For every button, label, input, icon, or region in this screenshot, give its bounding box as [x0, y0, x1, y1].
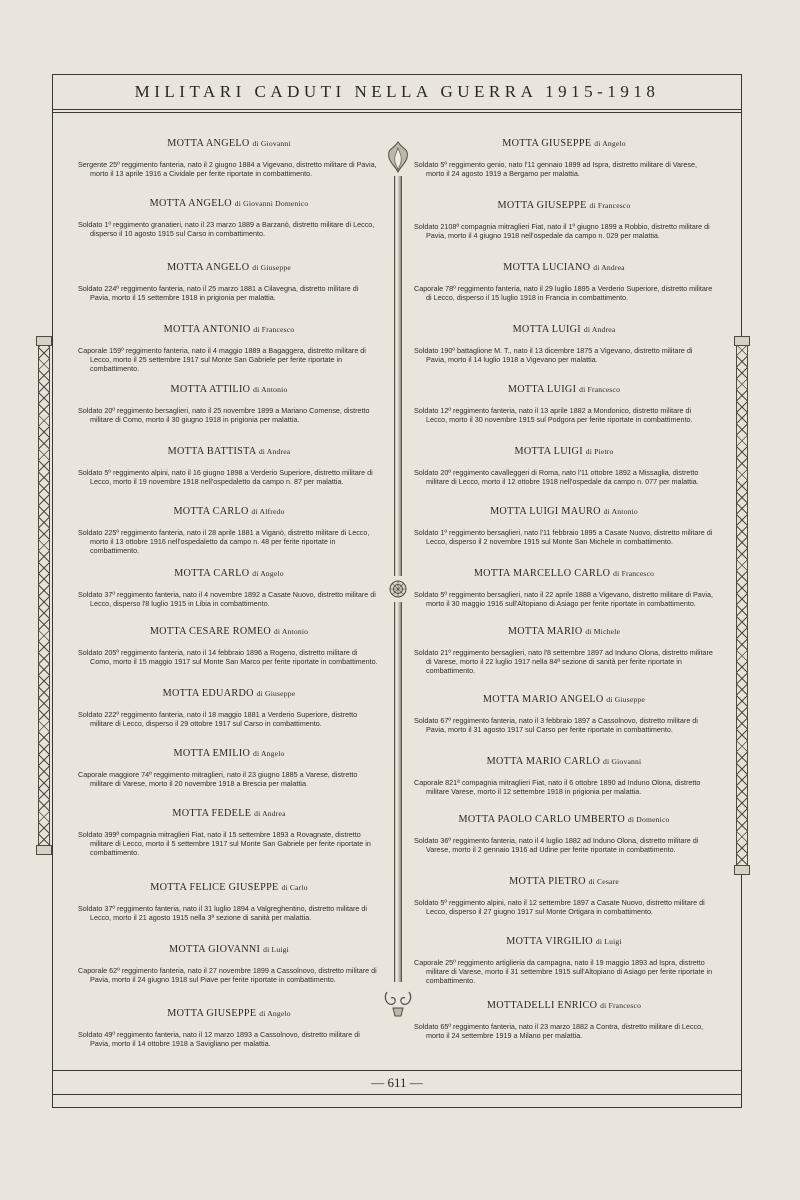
- entry-father: di Antonio: [273, 627, 309, 636]
- entry-text: Soldato 190º battaglione M. T., nato il 13 dicembre 1875 a Vigevano, distretto militare di Pavia, morto il 14 luglio 1918 a Vigevano per malattia.: [414, 346, 693, 365]
- entry-text: Soldato 5º reggimento genio, nato l'11 gennaio 1899 ad Ispra, distretto militare di Varese, morto il 24 agosto 1919 a Bergamo per malattia.: [414, 160, 698, 179]
- entry-name: MOTTA GIUSEPPE: [167, 1008, 257, 1019]
- entry-text: Soldato 12º reggimento fanteria, nato il 13 aprile 1882 a Mondonico, distretto militare di Lecco, morto il 30 novembre 1915 sul Podgora per ferite riportate in combattimento.: [414, 406, 693, 425]
- entry-name: MOTTA EDUARDO: [162, 688, 254, 699]
- entry-text: Caporale 821ª compagnia mitraglieri Fiat, nato il 6 ottobre 1890 ad Induno Olona, distretto militare Varese, morto il 12 settembre 1918 in prigionia per malattia.: [414, 778, 701, 797]
- entry-text: Soldato 37º reggimento fanteria, nato il 4 novembre 1892 a Casate Nuovo, distretto militare di Lecco, disperso l'8 luglio 1915 in Libia in combattimento.: [78, 590, 376, 609]
- entry-name: MOTTA GIUSEPPE: [497, 200, 587, 211]
- entry-right-5: [414, 384, 714, 424]
- entry-text: Soldato 205º reggimento fanteria, nato il 14 febbraio 1896 a Rogeno, distretto militare di Como, morto il 15 maggio 1917 sul Monte San Marco per ferite riportate in combattimento.: [78, 648, 378, 667]
- entry-father: di Antonio: [253, 385, 288, 394]
- entry-right-4: [414, 324, 714, 364]
- entry-father: di Andrea: [258, 447, 291, 456]
- page-title: MILITARI CADUTI NELLA GUERRA 1915-1918: [134, 81, 660, 101]
- entry-name: MOTTA ANGELO: [167, 262, 250, 273]
- entry-father: di Andrea: [583, 325, 616, 334]
- entry-left-2: [78, 198, 380, 238]
- entry-left-11: [78, 748, 380, 788]
- entry-right-14: [414, 936, 714, 986]
- header-rule: [52, 112, 742, 113]
- entry-text: Soldato 1º reggimento bersaglieri, nato l'11 febbraio 1895 a Casate Nuovo, distretto militare di Lecco, disperso il 2 novembre 1915 sul Monte San Michele in combattimento.: [414, 528, 713, 547]
- left-rod-cap-bottom: [36, 845, 52, 855]
- entry-father: di Luigi: [595, 937, 622, 946]
- entry-text: Soldato 49º reggimento fanteria, nato il 12 marzo 1893 a Cassolnovo, distretto militare di Pavia, morto il 14 ottobre 1918 a Savigliano per malattia.: [78, 1030, 360, 1049]
- entry-father: di Luigi: [263, 945, 289, 954]
- entry-father: di Angelo: [259, 1009, 291, 1018]
- entry-right-7: [414, 506, 714, 546]
- entry-left-14: [78, 944, 380, 984]
- scroll-base-icon: [381, 986, 415, 1020]
- entry-text: Soldato 222º reggimento fanteria, nato il 18 maggio 1881 a Verderio Superiore, distretto militare di Lecco, disperso il 29 ottobre 1917 sul Carso in combattimento.: [78, 710, 358, 729]
- entry-name: MOTTA FEDELE: [172, 808, 252, 819]
- entry-left-4: [78, 324, 380, 374]
- entry-text: Soldato 65º reggimento fanteria, nato il 23 marzo 1882 a Contra, distretto militare di Lecco, morto il 24 settembre 1919 a Milano per malattia.: [414, 1022, 704, 1041]
- medallion-icon: [389, 580, 407, 598]
- entry-text: Soldato 20º reggimento cavalleggeri di Roma, nato l'11 ottobre 1892 a Missaglia, distretto militare di Lecco, morto il 12 ottobre 1918 nell'ospedale da campo n. 077 per malattia.: [414, 468, 699, 487]
- left-rod-cap-top: [36, 336, 52, 346]
- entry-left-1: [78, 138, 380, 178]
- page-header: [52, 74, 742, 110]
- entry-text: Soldato 5º reggimento alpini, nato il 12 settembre 1897 a Casate Nuovo, distretto militare di Lecco, disperso il 27 giugno 1917 sul Monte Ortigara in combattimento.: [414, 898, 705, 917]
- entry-right-10: [414, 694, 714, 734]
- entry-father: di Francesco: [253, 325, 295, 334]
- entry-name: MOTTA MARCELLO CARLO: [473, 568, 611, 579]
- entry-text: Sergente 25º reggimento fanteria, nato il 2 giugno 1884 a Vigevano, distretto militare di Pavia, morto il 13 aprile 1916 a Cividale per ferite riportate in combattimento.: [78, 160, 377, 179]
- entry-right-1: [414, 138, 714, 178]
- entry-father: di Angelo: [252, 569, 284, 578]
- entry-name: MOTTA LUIGI: [514, 446, 583, 457]
- right-rod-cap-top: [734, 336, 750, 346]
- entry-father: di Alfredo: [251, 507, 285, 516]
- entry-right-8: [414, 568, 714, 608]
- entry-text: Soldato 37º reggimento fanteria, nato il 31 luglio 1894 a Valgreghentino, distretto militare di Lecco, morto il 21 agosto 1915 nella 3ª sezione di sanità per malattia.: [78, 904, 367, 923]
- entry-father: di Francesco: [589, 201, 631, 210]
- entry-name: MOTTA PIETRO: [509, 876, 586, 887]
- ornament-pole-lower: [394, 602, 402, 982]
- entry-text: Soldato 36º reggimento fanteria, nato il 4 luglio 1882 ad Induno Olona, distretto militare di Varese, morto il 2 gennaio 1916 ad Udine per ferite riportate in combattimento.: [414, 836, 699, 855]
- entry-left-3: [78, 262, 380, 302]
- entry-right-15: [414, 1000, 714, 1040]
- entry-text: Soldato 2108ª compagnia mitraglieri Fiat, nato il 1º giugno 1899 a Robbio, distretto militare di Pavia, morto il 4 giugno 1918 nell'ospedale da campo n. 029 per malattia.: [414, 222, 710, 241]
- entry-left-7: [78, 506, 380, 556]
- entry-father: di Giovanni: [603, 757, 642, 766]
- entry-text: Caporale 78º reggimento fanteria, nato il 29 luglio 1895 a Verderio Superiore, distretto militare di Lecco, disperso il 15 luglio 1918 in Francia in combattimento.: [414, 284, 713, 303]
- entry-name: MOTTA MARIO ANGELO: [482, 694, 604, 705]
- entry-name: MOTTA PAOLO CARLO UMBERTO: [458, 814, 626, 825]
- entry-left-12: [78, 808, 380, 858]
- entry-left-6: [78, 446, 380, 486]
- entry-left-5: [78, 384, 380, 424]
- entry-right-12: [414, 814, 714, 854]
- right-ornamental-rod: [736, 345, 748, 865]
- entry-text: Soldato 399ª compagnia mitraglieri Fiat, nato il 15 settembre 1893 a Rovagnate, distretto militare di Lecco, morto il 5 settembre 1917 sul Monte San Gabriele per ferite riportate in combattimento.: [78, 830, 371, 858]
- footer-rule: [52, 1070, 742, 1071]
- ornament-pole-upper: [394, 176, 402, 576]
- entry-father: di Francesco: [613, 569, 655, 578]
- flame-finial-icon: [381, 140, 415, 174]
- entry-name: MOTTA ANTONIO: [163, 324, 251, 335]
- entry-name: MOTTA LUIGI: [507, 384, 577, 395]
- entry-name: MOTTA GIOVANNI: [169, 944, 261, 955]
- entry-name: MOTTA ANGELO: [149, 198, 232, 209]
- entry-right-13: [414, 876, 714, 916]
- entry-text: Soldato 5º reggimento bersaglieri, nato il 22 aprile 1888 a Vigevano, distretto militare di Pavia, morto il 30 maggio 1916 sull'Altopiano di Asiago per ferite riportate in combattimento.: [414, 590, 713, 609]
- entry-name: MOTTA BATTISTA: [167, 446, 256, 457]
- entry-father: di Antonio: [603, 507, 638, 516]
- entry-father: di Michele: [585, 627, 621, 636]
- entry-name: MOTTA FELICE GIUSEPPE: [150, 882, 279, 893]
- entry-father: di Francesco: [579, 385, 621, 394]
- entry-right-11: [414, 756, 714, 796]
- entry-name: MOTTA MARIO: [507, 626, 583, 637]
- entry-father: di Giovanni: [252, 139, 291, 148]
- entry-name: MOTTA EMILIO: [173, 748, 251, 759]
- entry-text: Soldato 5º reggimento alpini, nato il 16 giugno 1898 a Verderio Superiore, distretto militare di Lecco, morto il 19 novembre 1918 nell'ospedaletto da campo n. 87 per malattia.: [78, 468, 373, 487]
- entry-text: Soldato 67º reggimento fanteria, nato il 3 febbraio 1897 a Cassolnovo, distretto militare di Pavia, morto il 31 agosto 1917 sul Carso per ferite riportate in combattimento.: [414, 716, 698, 735]
- entry-name: MOTTA GIUSEPPE: [502, 138, 592, 149]
- entry-name: MOTTA MARIO CARLO: [486, 756, 601, 767]
- entry-name: MOTTA VIRGILIO: [506, 936, 593, 947]
- entry-name: MOTTA LUIGI MAURO: [490, 506, 601, 517]
- entry-left-8: [78, 568, 380, 608]
- entry-right-6: [414, 446, 714, 486]
- entry-father: di Angelo: [252, 749, 285, 758]
- entry-father: di Andrea: [593, 263, 625, 272]
- entry-left-15: [78, 1008, 380, 1048]
- entry-name: MOTTA CARLO: [174, 568, 250, 579]
- center-ornament-column: [389, 140, 407, 1030]
- entry-name: MOTTADELLI ENRICO: [486, 1000, 598, 1011]
- entry-left-9: [78, 626, 380, 666]
- page-footer: [52, 1072, 742, 1094]
- entry-left-10: [78, 688, 380, 728]
- entry-father: di Giuseppe: [606, 695, 646, 704]
- entry-father: di Andrea: [254, 809, 286, 818]
- entry-right-9: [414, 626, 714, 676]
- footer-rule-lower: [52, 1094, 742, 1095]
- entry-father: di Carlo: [281, 883, 308, 892]
- entry-name: MOTTA ATTILIO: [170, 384, 251, 395]
- entry-name: MOTTA CESARE ROMEO: [149, 626, 272, 637]
- entry-text: Caporale 62º reggimento fanteria, nato il 27 novembre 1899 a Cassolnovo, distretto militare di Pavia, morto il 24 giugno 1918 sul Piave per ferite riportate in combattimento.: [78, 966, 377, 985]
- entry-text: Caporale maggiore 74º reggimento mitraglieri, nato il 23 giugno 1885 a Varese, distretto militare di Varese, morto il 20 novembre 1918 a Brescia per malattia.: [78, 770, 358, 789]
- entry-text: Soldato 21º reggimento bersaglieri, nato l'8 settembre 1897 ad Induno Olona, distretto militare di Varese, morto il 22 luglio 1917 nella 84ª sezione di sanità per ferite riportate in combattimento.: [414, 648, 713, 676]
- entry-right-3: [414, 262, 714, 302]
- entry-father: di Domenico: [627, 815, 670, 824]
- entry-name: MOTTA LUIGI: [512, 324, 581, 335]
- entry-father: di Francesco: [600, 1001, 642, 1010]
- entry-text: Soldato 224º reggimento fanteria, nato il 25 marzo 1881 a Cilavegna, distretto militare di Pavia, morto il 15 settembre 1918 in prigionia per malattia.: [78, 284, 359, 303]
- entry-text: Soldato 20º reggimento bersaglieri, nato il 25 novembre 1899 a Mariano Comense, distretto militare di Como, morto il 30 giugno 1918 in prigionia per malattia.: [78, 406, 370, 425]
- entry-name: MOTTA LUCIANO: [503, 262, 591, 273]
- entry-father: di Angelo: [594, 139, 626, 148]
- entry-father: di Giuseppe: [256, 689, 296, 698]
- page-number: — 611 —: [371, 1075, 423, 1090]
- entry-text: Caporale 159º reggimento fanteria, nato il 4 maggio 1889 a Bagaggera, distretto militare di Lecco, morto il 25 settembre 1917 sul Monte San Gabriele per ferite riportate in combattimento.: [78, 346, 366, 374]
- entry-text: Soldato 1º reggimento granatieri, nato il 23 marzo 1889 a Barzanò, distretto militare di Lecco, disperso il 10 agosto 1915 sul Carso in combattimento.: [78, 220, 375, 239]
- entry-father: di Cesare: [588, 877, 619, 886]
- left-ornamental-rod: [38, 345, 50, 845]
- entry-text: Caporale 25º reggimento artiglieria da campagna, nato il 19 maggio 1893 ad Ispra, distretto militare di Varese, morto il 31 settembre 1915 sull'Altopiano di Asiago per ferite riportate in combattimento.: [414, 958, 713, 986]
- entry-father: di Giovanni Domenico: [234, 199, 309, 208]
- entry-name: MOTTA CARLO: [173, 506, 249, 517]
- entry-father: di Giuseppe: [252, 263, 291, 272]
- entry-right-2: [414, 200, 714, 240]
- entry-left-13: [78, 882, 380, 922]
- entry-father: di Pietro: [585, 447, 614, 456]
- entry-text: Soldato 225º reggimento fanteria, nato il 28 aprile 1881 a Viganò, distretto militare di Lecco, morto il 13 ottobre 1916 nell'ospedaletto da campo n. 48 per ferite riportate in combattimento.: [78, 528, 370, 556]
- entry-name: MOTTA ANGELO: [167, 138, 250, 149]
- right-rod-cap-bottom: [734, 865, 750, 875]
